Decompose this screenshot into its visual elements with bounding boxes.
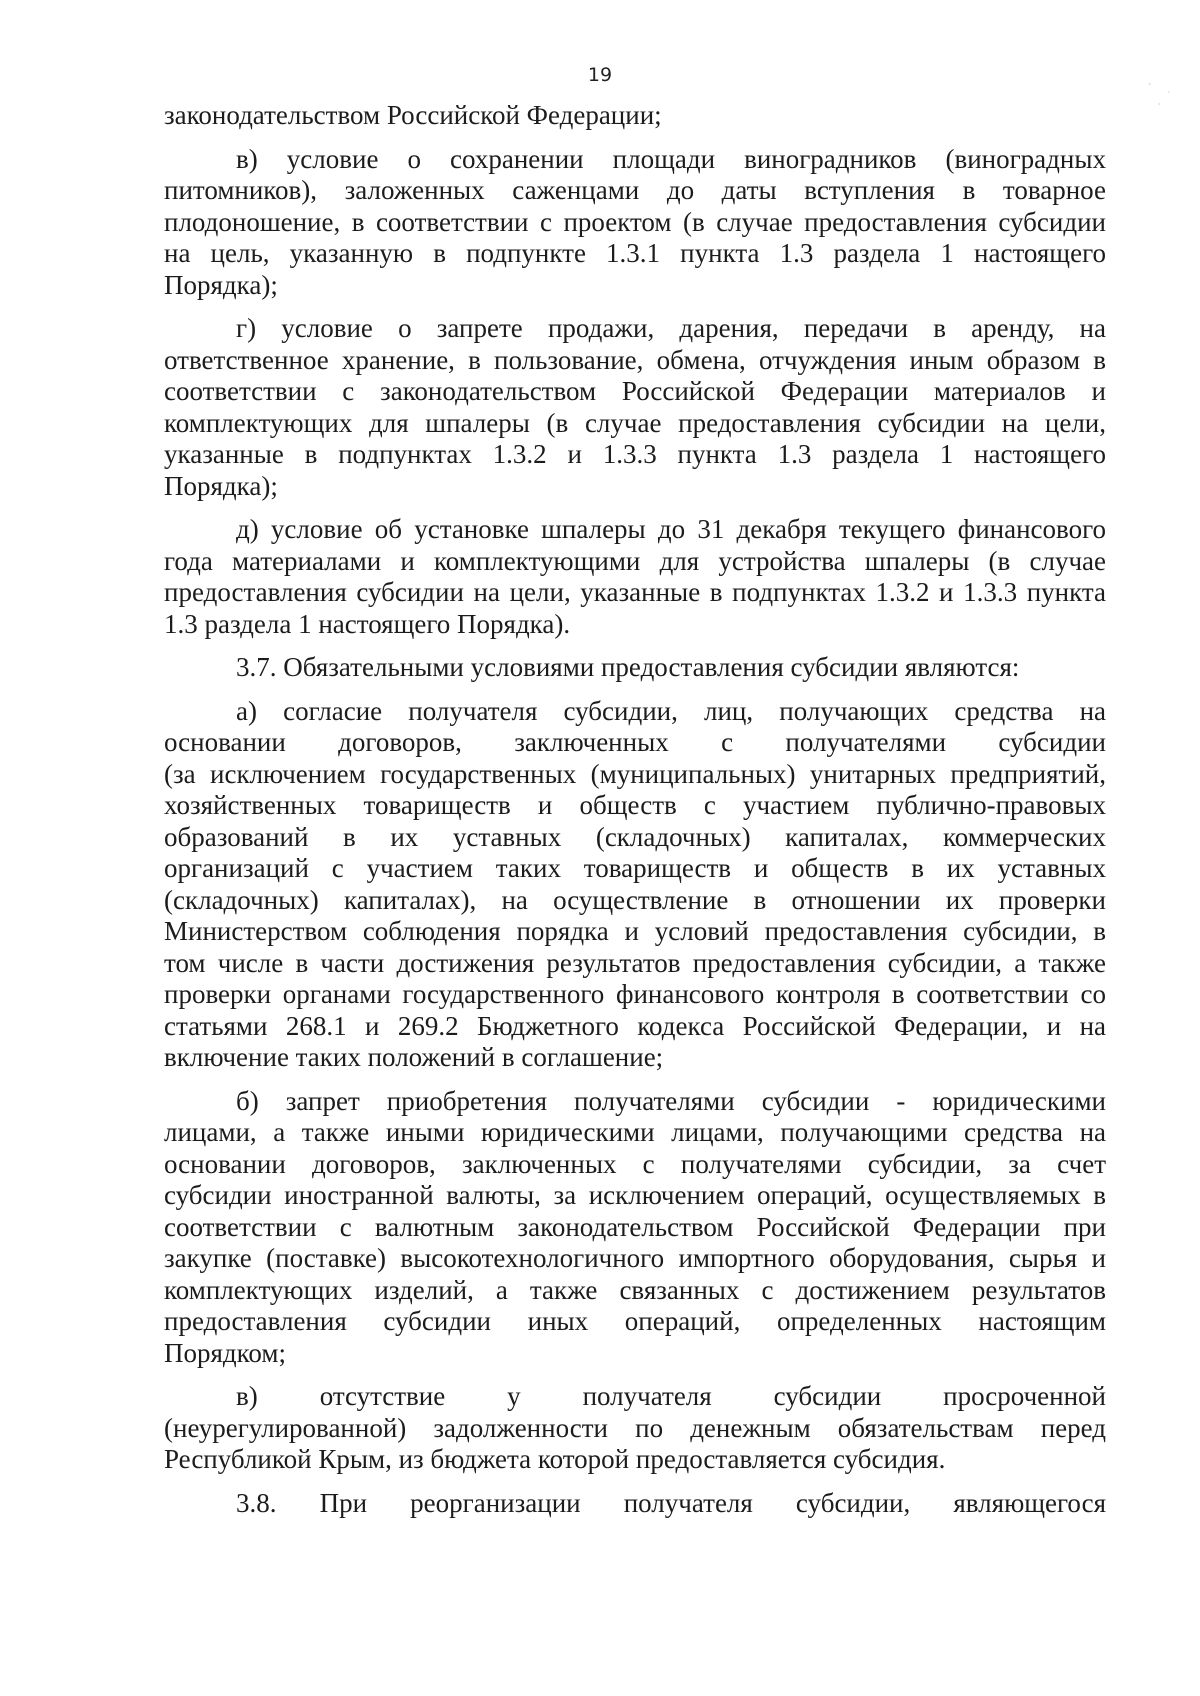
text-line: предоставления субсидии иных операций, определенных настоящим: [164, 1306, 1106, 1336]
text-line: а) согласие получателя субсидии, лиц, получающих средства на: [236, 695, 1106, 726]
paragraph-item-a: [164, 696, 1106, 1074]
document-body: [164, 100, 1106, 1519]
text-line: (складочных) капиталах), на осуществление в отношении их проверки: [164, 884, 1106, 915]
text-line: включение таких положений в соглашение;: [164, 1042, 664, 1072]
text-line: в) условие о сохранении площади виноградников (виноградных: [236, 143, 1106, 174]
text-line: питомников), заложенных саженцами до даты вступления в товарное: [164, 175, 1106, 205]
text-line: лицами, а также иными юридическими лицами, получающими средства на: [164, 1117, 1106, 1147]
paragraph-section-3-7: [164, 652, 1106, 684]
text-line: законодательством Российской Федерации;: [164, 100, 662, 130]
text-line: ответственное хранение, в пользование, обмена, отчуждения иным образом в: [164, 344, 1106, 375]
text-line: указанные в подпунктах 1.3.2 и 1.3.3 пункта 1.3 раздела 1 настоящего: [164, 439, 1106, 469]
text-line: основании договоров, заключенных с получателями субсидии, за счет: [164, 1148, 1106, 1179]
text-line: организаций с участием таких товариществ и обществ в их уставных: [164, 853, 1106, 883]
text-line: на цель, указанную в подпункте 1.3.1 пункта 1.3 раздела 1 настоящего: [164, 238, 1106, 268]
paragraph-section-3-8: [164, 1488, 1106, 1520]
text-line: комплектующих изделий, а также связанных с достижением результатов: [164, 1274, 1106, 1305]
text-line: (за исключением государственных (муниципальных) унитарных предприятий,: [164, 758, 1106, 789]
text-line: 1.3 раздела 1 настоящего Порядка).: [164, 608, 571, 639]
text-line: субсидии иностранной валюты, за исключением операций, осуществляемых в: [164, 1180, 1106, 1210]
text-line: Порядка);: [164, 269, 278, 300]
text-line: Порядка);: [164, 470, 278, 501]
text-line: хозяйственных товариществ и обществ с участием публично-правовых: [164, 790, 1106, 820]
paragraph-item-b: [164, 1086, 1106, 1370]
text-line: в) отсутствие у получателя субсидии просроченной: [236, 1381, 1106, 1411]
text-line: соответствии с валютным законодательством Российской Федерации при: [164, 1211, 1106, 1242]
paragraph-item-g: [164, 313, 1106, 502]
text-line: образований в их уставных (складочных) капиталах, коммерческих: [164, 821, 1106, 852]
paragraph-item-v: [164, 144, 1106, 302]
text-line: г) условие о запрете продажи, дарения, передачи в аренду, на: [236, 313, 1106, 343]
text-line: статьями 268.1 и 269.2 Бюджетного кодекса Российской Федерации, и на: [164, 1010, 1106, 1041]
text-line: плодоношение, в соответствии с проектом (в случае предоставления субсидии: [164, 206, 1106, 237]
text-line: предоставления субсидии на цели, указанные в подпунктах 1.3.2 и 1.3.3 пункта: [164, 577, 1106, 607]
text-line: соответствии с законодательством Российской Федерации материалов и: [164, 376, 1106, 406]
text-line: года материалами и комплектующими для устройства шпалеры (в случае: [164, 545, 1106, 576]
paragraph-item-v2: [164, 1381, 1106, 1476]
text-line: проверки органами государственного финансового контроля в соответствии со: [164, 979, 1106, 1009]
text-line: 3.7. Обязательными условиями предоставления субсидии являются:: [236, 652, 1020, 682]
text-line: Республикой Крым, из бюджета которой предоставляется субсидия.: [164, 1444, 946, 1474]
text-line: д) условие об установке шпалеры до 31 декабря текущего финансового: [236, 514, 1106, 544]
scan-artifact: [1140, 72, 1188, 112]
text-line: б) запрет приобретения получателями субсидии - юридическими: [236, 1085, 1106, 1116]
paragraph-item-d: [164, 514, 1106, 640]
paragraph-continuation: [164, 100, 1106, 132]
text-line: основании договоров, заключенных с получателями субсидии: [164, 727, 1106, 757]
text-line: закупке (поставке) высокотехнологичного импортного оборудования, сырья и: [164, 1243, 1106, 1273]
text-line: комплектующих для шпалеры (в случае предоставления субсидии на цели,: [164, 407, 1106, 438]
page-number: 19: [587, 64, 613, 86]
text-line: том числе в части достижения результатов предоставления субсидии, а также: [164, 947, 1106, 978]
text-line: 3.8. При реорганизации получателя субсидии, являющегося: [236, 1487, 1106, 1518]
text-line: Порядком;: [164, 1337, 286, 1368]
text-line: Министерством соблюдения порядка и условий предоставления субсидии, в: [164, 916, 1106, 946]
text-line: (неурегулированной) задолженности по денежным обязательствам перед: [164, 1412, 1106, 1443]
